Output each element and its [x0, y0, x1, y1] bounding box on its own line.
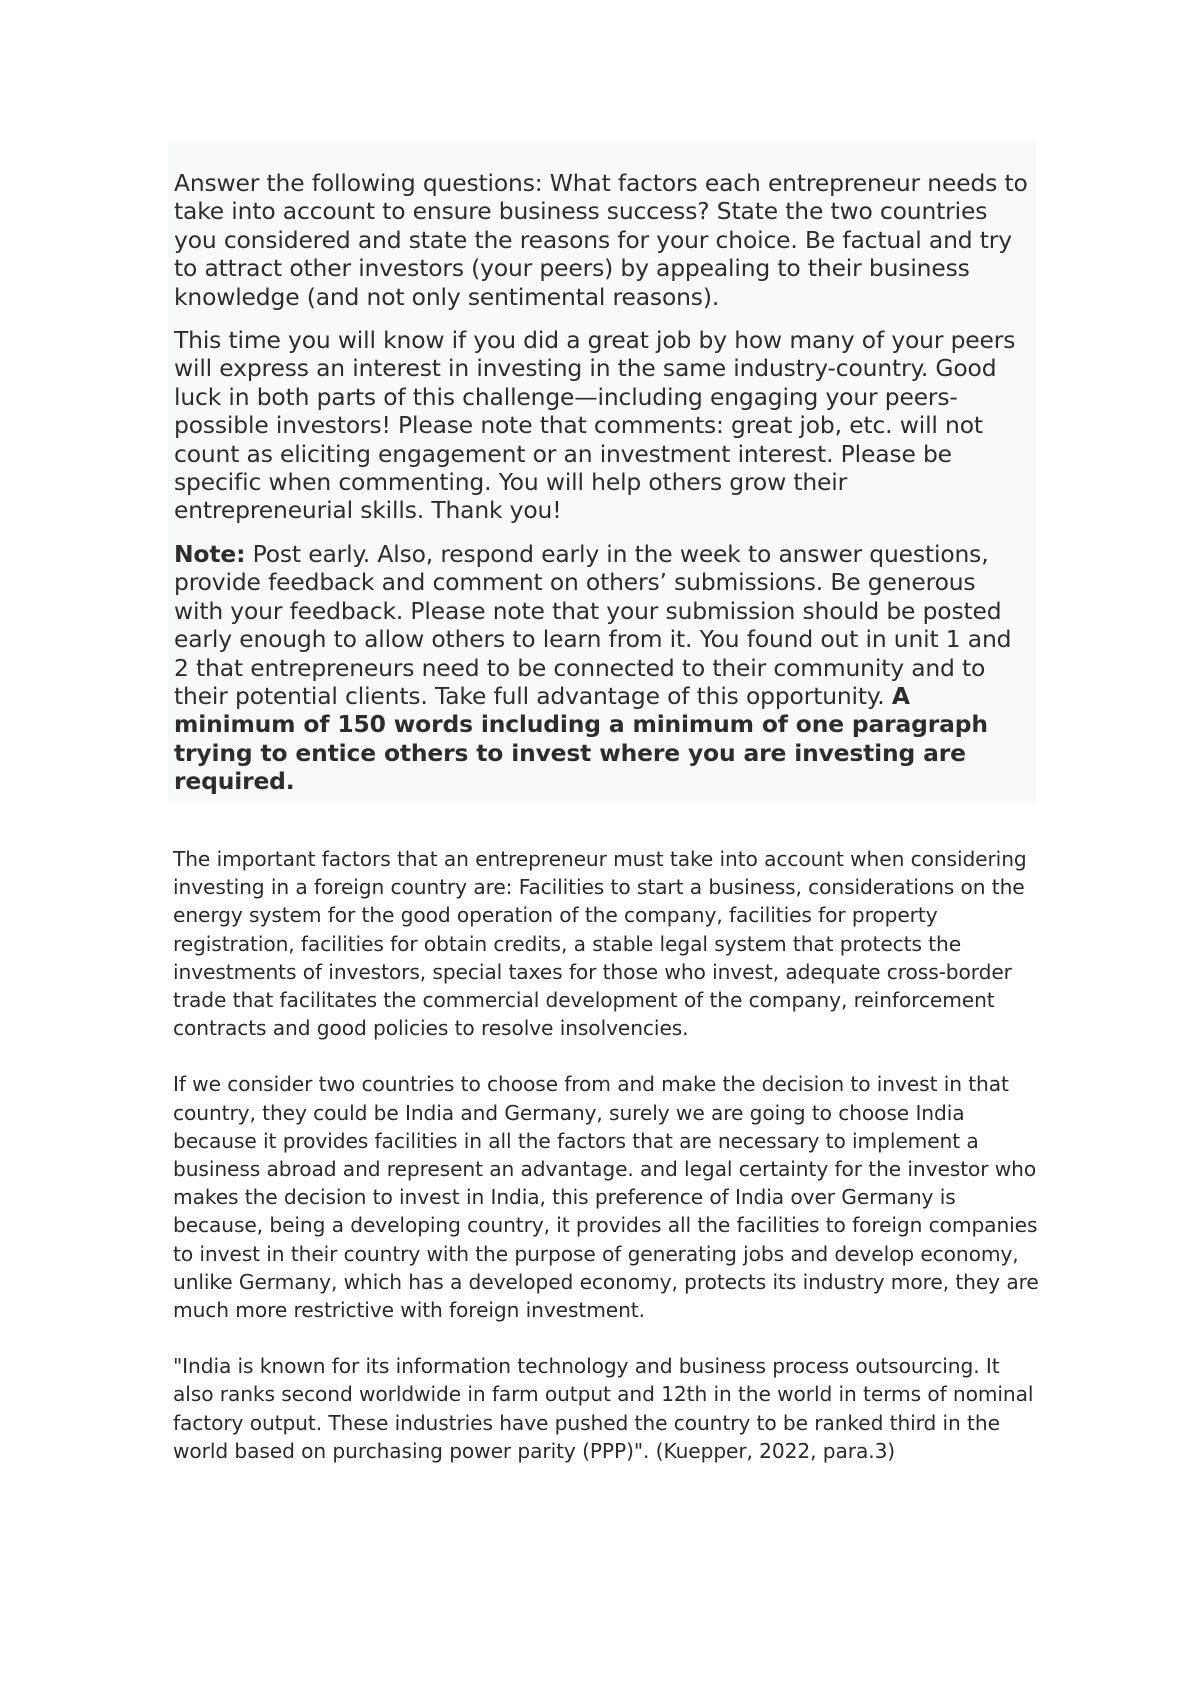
note-label: Note: — [174, 539, 246, 568]
prompt-paragraph-engagement: This time you will know if you did a great job by how many of your peers will express an interest in investing in the same industry-country. Good luck in both parts of this challenge—including engaging your peers-possible investors! Please note that comments: great job, etc. will not count as eliciting engagement or an investment interest. Please be specific when commenting. You will help others grow their entrepreneurial skills. Thank you! — [174, 326, 1016, 525]
prompt-paragraph-questions: Answer the following questions: What factors each entrepreneur needs to take into account to ensure business success? State the two countries you considered and state the reasons for your choice. Be factual and try to attract other investors (your peers) by appealing to their business knowledge (and not only sentimental reasons). — [174, 169, 1028, 311]
prompt-paragraph-note — [174, 540, 1030, 796]
note-text: Post early. Also, respond early in the week to answer questions, provide feedback and comment on others’ submissions. Be generous with your feedback. Please note that your submission should be posted early enough to allow others to learn from it. You found out in unit 1 and 2 that entrepreneurs need to be connected to their community and to their potential clients. Take full advantage of this opportunity. — [174, 539, 1012, 710]
note-requirement: A minimum of 150 words including a minimum of one paragraph trying to entice others to invest where you are investing are required. — [174, 681, 988, 796]
prompt-box — [168, 143, 1036, 801]
response-body — [173, 845, 1043, 1493]
response-paragraph-factors: The important factors that an entrepreneur must take into account when considering investing in a foreign country are: Facilities to start a business, considerations on the energy system for the good operation of the company, facilities for property registration, facilities for obtain credits, a stable legal system that protects the investments of investors, special taxes for those who invest, adequate cross-border trade that facilitates the commercial development of the company, reinforcement contracts and good policies to resolve insolvencies. — [173, 847, 1027, 1041]
response-paragraph-quote: "India is known for its information technology and business process outsourcing. It also ranks second worldwide in farm output and 12th in the world in terms of nominal factory output. These industries have pushed the country to be ranked third in the world based on purchasing power parity (PPP)". (Kuepper, 2022, para.3) — [173, 1354, 1034, 1463]
response-paragraph-countries: If we consider two countries to choose from and make the decision to invest in that country, they could be India and Germany, surely we are going to choose India because it provides facilities in all the factors that are necessary to implement a business abroad and represent an advantage. and legal certainty for the investor who makes the decision to invest in India, this preference of India over Germany is because, being a developing country, it provides all the facilities to foreign companies to invest in their country with the purpose of generating jobs and develop economy, unlike Germany, which has a developed economy, protects its industry more, they are much more restrictive with foreign investment. — [173, 1072, 1039, 1323]
